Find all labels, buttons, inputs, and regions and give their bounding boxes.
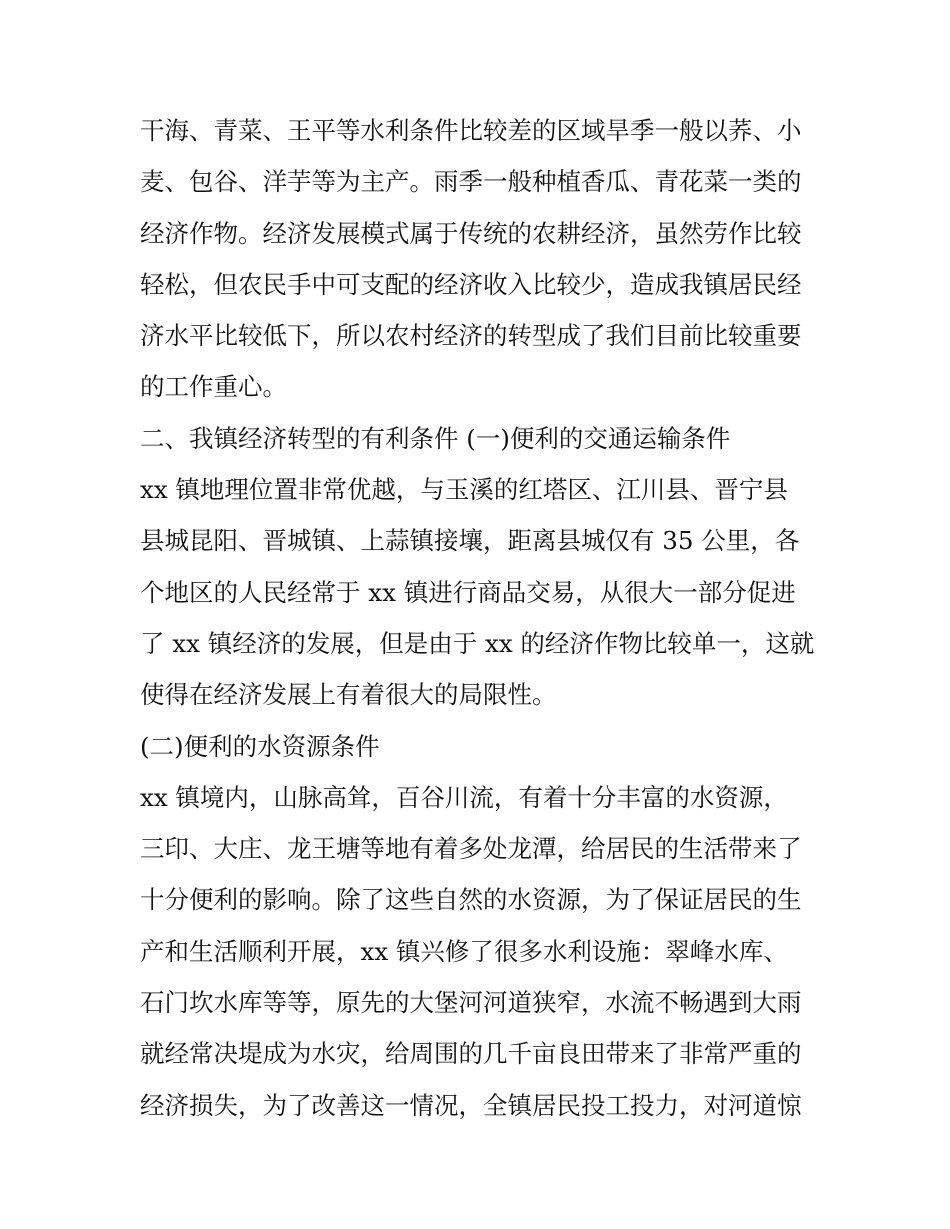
text-line: 石门坎水库等等，原先的大堡河河道狭窄，水流不畅遇到大雨 [140, 988, 802, 1018]
text-line: 产和生活顺利开展，xx 镇兴修了很多水利设施：翠峰水库、 [140, 936, 788, 966]
text-line: 使得在经济发展上有着很大的局限性。 [140, 680, 557, 710]
text-line: 轻松，但农民手中可支配的经济收入比较少，造成我镇居民经 [140, 269, 802, 299]
text-line: 干海、青菜、王平等水利条件比较差的区域旱季一般以荞、小 [140, 116, 802, 145]
text-line: 县城昆阳、晋城镇、上蒜镇接壤，距离县城仅有 35 公里，各 [140, 526, 800, 556]
text-line: 济水平比较低下，所以农村经济的转型成了我们目前比较重要 [140, 321, 802, 351]
text-line: xx 镇境内，山脉高耸，百谷川流，有着十分丰富的水资源， [140, 782, 788, 812]
text-line: 就经常决堤成为水灾，给周围的几千亩良田带来了非常严重的 [140, 1039, 802, 1069]
text-line: 的工作重心。 [140, 372, 287, 402]
section-heading: 二、我镇经济转型的有利条件 (一)便利的交通运输条件 [140, 423, 731, 453]
text-line: 了 xx 镇经济的发展，但是由于 xx 的经济作物比较单一，这就 [140, 628, 815, 658]
text-line: 个地区的人民经常于 xx 镇进行商品交易，从很大一部分促进 [140, 577, 796, 607]
text-line: xx 镇地理位置非常优越，与玉溪的红塔区、江川县、晋宁县 [140, 475, 788, 505]
text-line: 经济损失，为了改善这一情况，全镇居民投工投力，对河道惊 [140, 1090, 802, 1120]
subsection-heading: (二)便利的水资源条件 [140, 731, 380, 761]
text-line: 十分便利的影响。除了这些自然的水资源，为了保证居民的生 [140, 885, 802, 915]
body-text [140, 105, 830, 1131]
text-line: 麦、包谷、洋芋等为主产。雨季一般种植香瓜、青花菜一类的 [140, 167, 802, 197]
text-line: 经济作物。经济发展模式属于传统的农耕经济，虽然劳作比较 [140, 218, 802, 248]
text-line: 三印、大庄、龙王塘等地有着多处龙潭，给居民的生活带来了 [140, 834, 802, 864]
